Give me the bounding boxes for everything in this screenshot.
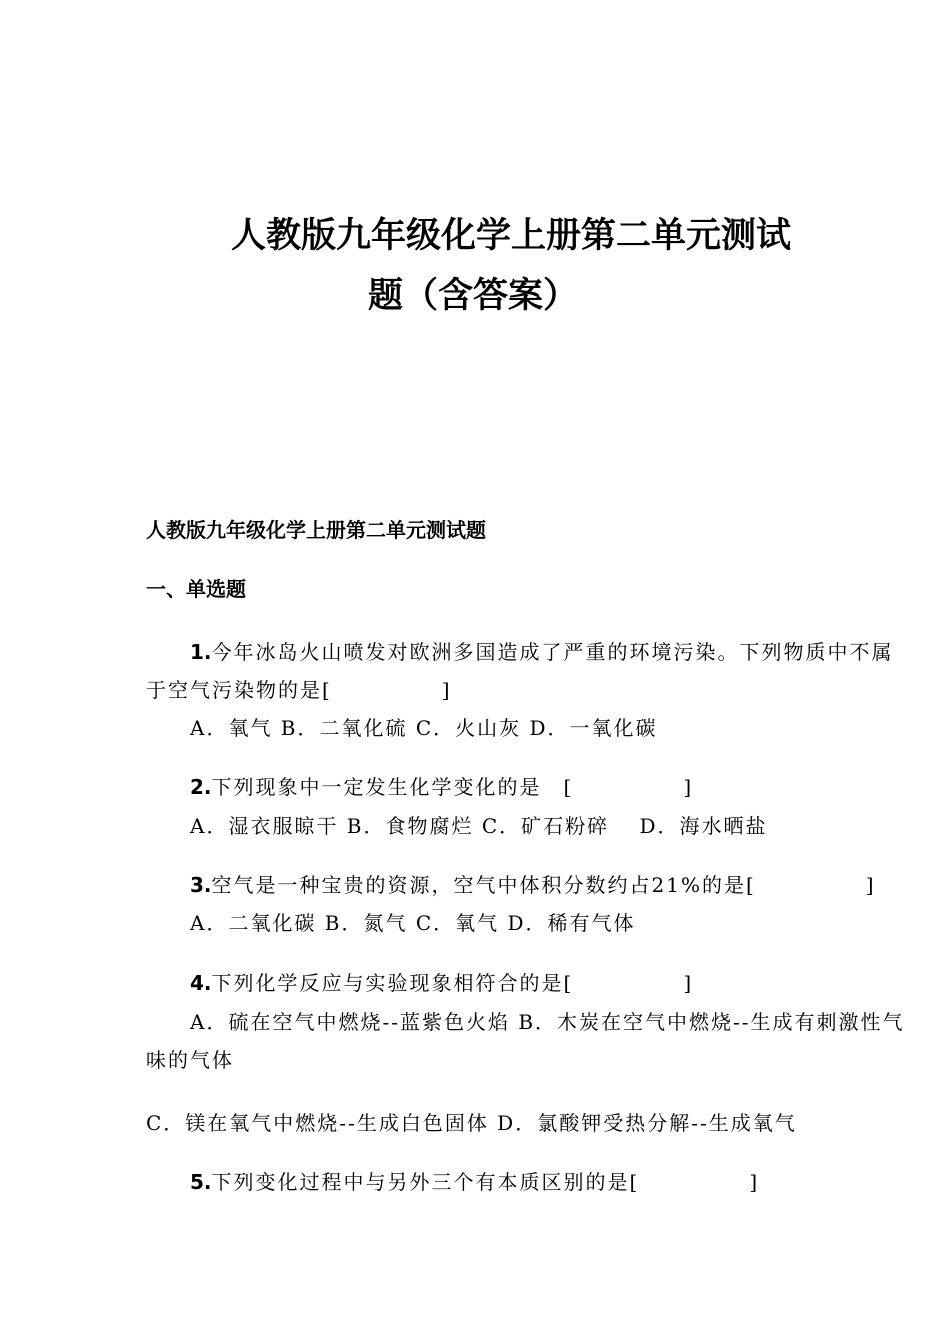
question-4 [190,967,693,996]
question-1-options: A．氧气 B．二氧化硫 C．火山灰 D．一氧化碳 [190,716,658,740]
question-4-options-continued: 味的气体 [146,1048,234,1072]
question-2-options: A．湿衣服晾干 B．食物腐烂 C．矿石粉碎 D．海水晒盐 [190,814,768,838]
section-heading: 一、单选题 [146,577,246,601]
question-2 [190,771,693,800]
question-3 [190,869,876,898]
question-number: 1. [190,640,212,664]
question-number: 5. [190,1170,212,1194]
question-text: 空气是一种宝贵的资源，空气中体积分数约占21%的是[ ] [211,873,876,897]
question-3-options: A．二氧化碳 B．氮气 C．氧气 D．稀有气体 [190,911,636,935]
document-subtitle: 人教版九年级化学上册第二单元测试题 [146,518,486,542]
question-number: 3. [190,873,212,897]
question-4-options: A．硫在空气中燃烧--蓝紫色火焰 B．木炭在空气中燃烧--生成有刺激性气 [190,1010,905,1034]
question-1-continued: 于空气污染物的是[ ] [146,678,452,702]
question-4-options-cd: C．镁在氧气中燃烧--生成白色固体 D．氯酸钾受热分解--生成氧气 [146,1111,797,1135]
question-number: 4. [190,971,212,995]
question-1 [190,636,894,665]
document-title-line-2: 题（含答案） [368,276,579,316]
question-text: 下列现象中一定发生化学变化的是 [ ] [211,775,694,799]
question-text: 今年冰岛火山喷发对欧洲多国造成了严重的环境污染。下列物质中不属 [211,640,894,664]
question-5 [190,1166,759,1195]
question-text: 下列变化过程中与另外三个有本质区别的是[ ] [211,1170,760,1194]
question-number: 2. [190,775,212,799]
question-text: 下列化学反应与实验现象相符合的是[ ] [211,971,694,995]
document-title-line-1: 人教版九年级化学上册第二单元测试 [231,216,792,256]
